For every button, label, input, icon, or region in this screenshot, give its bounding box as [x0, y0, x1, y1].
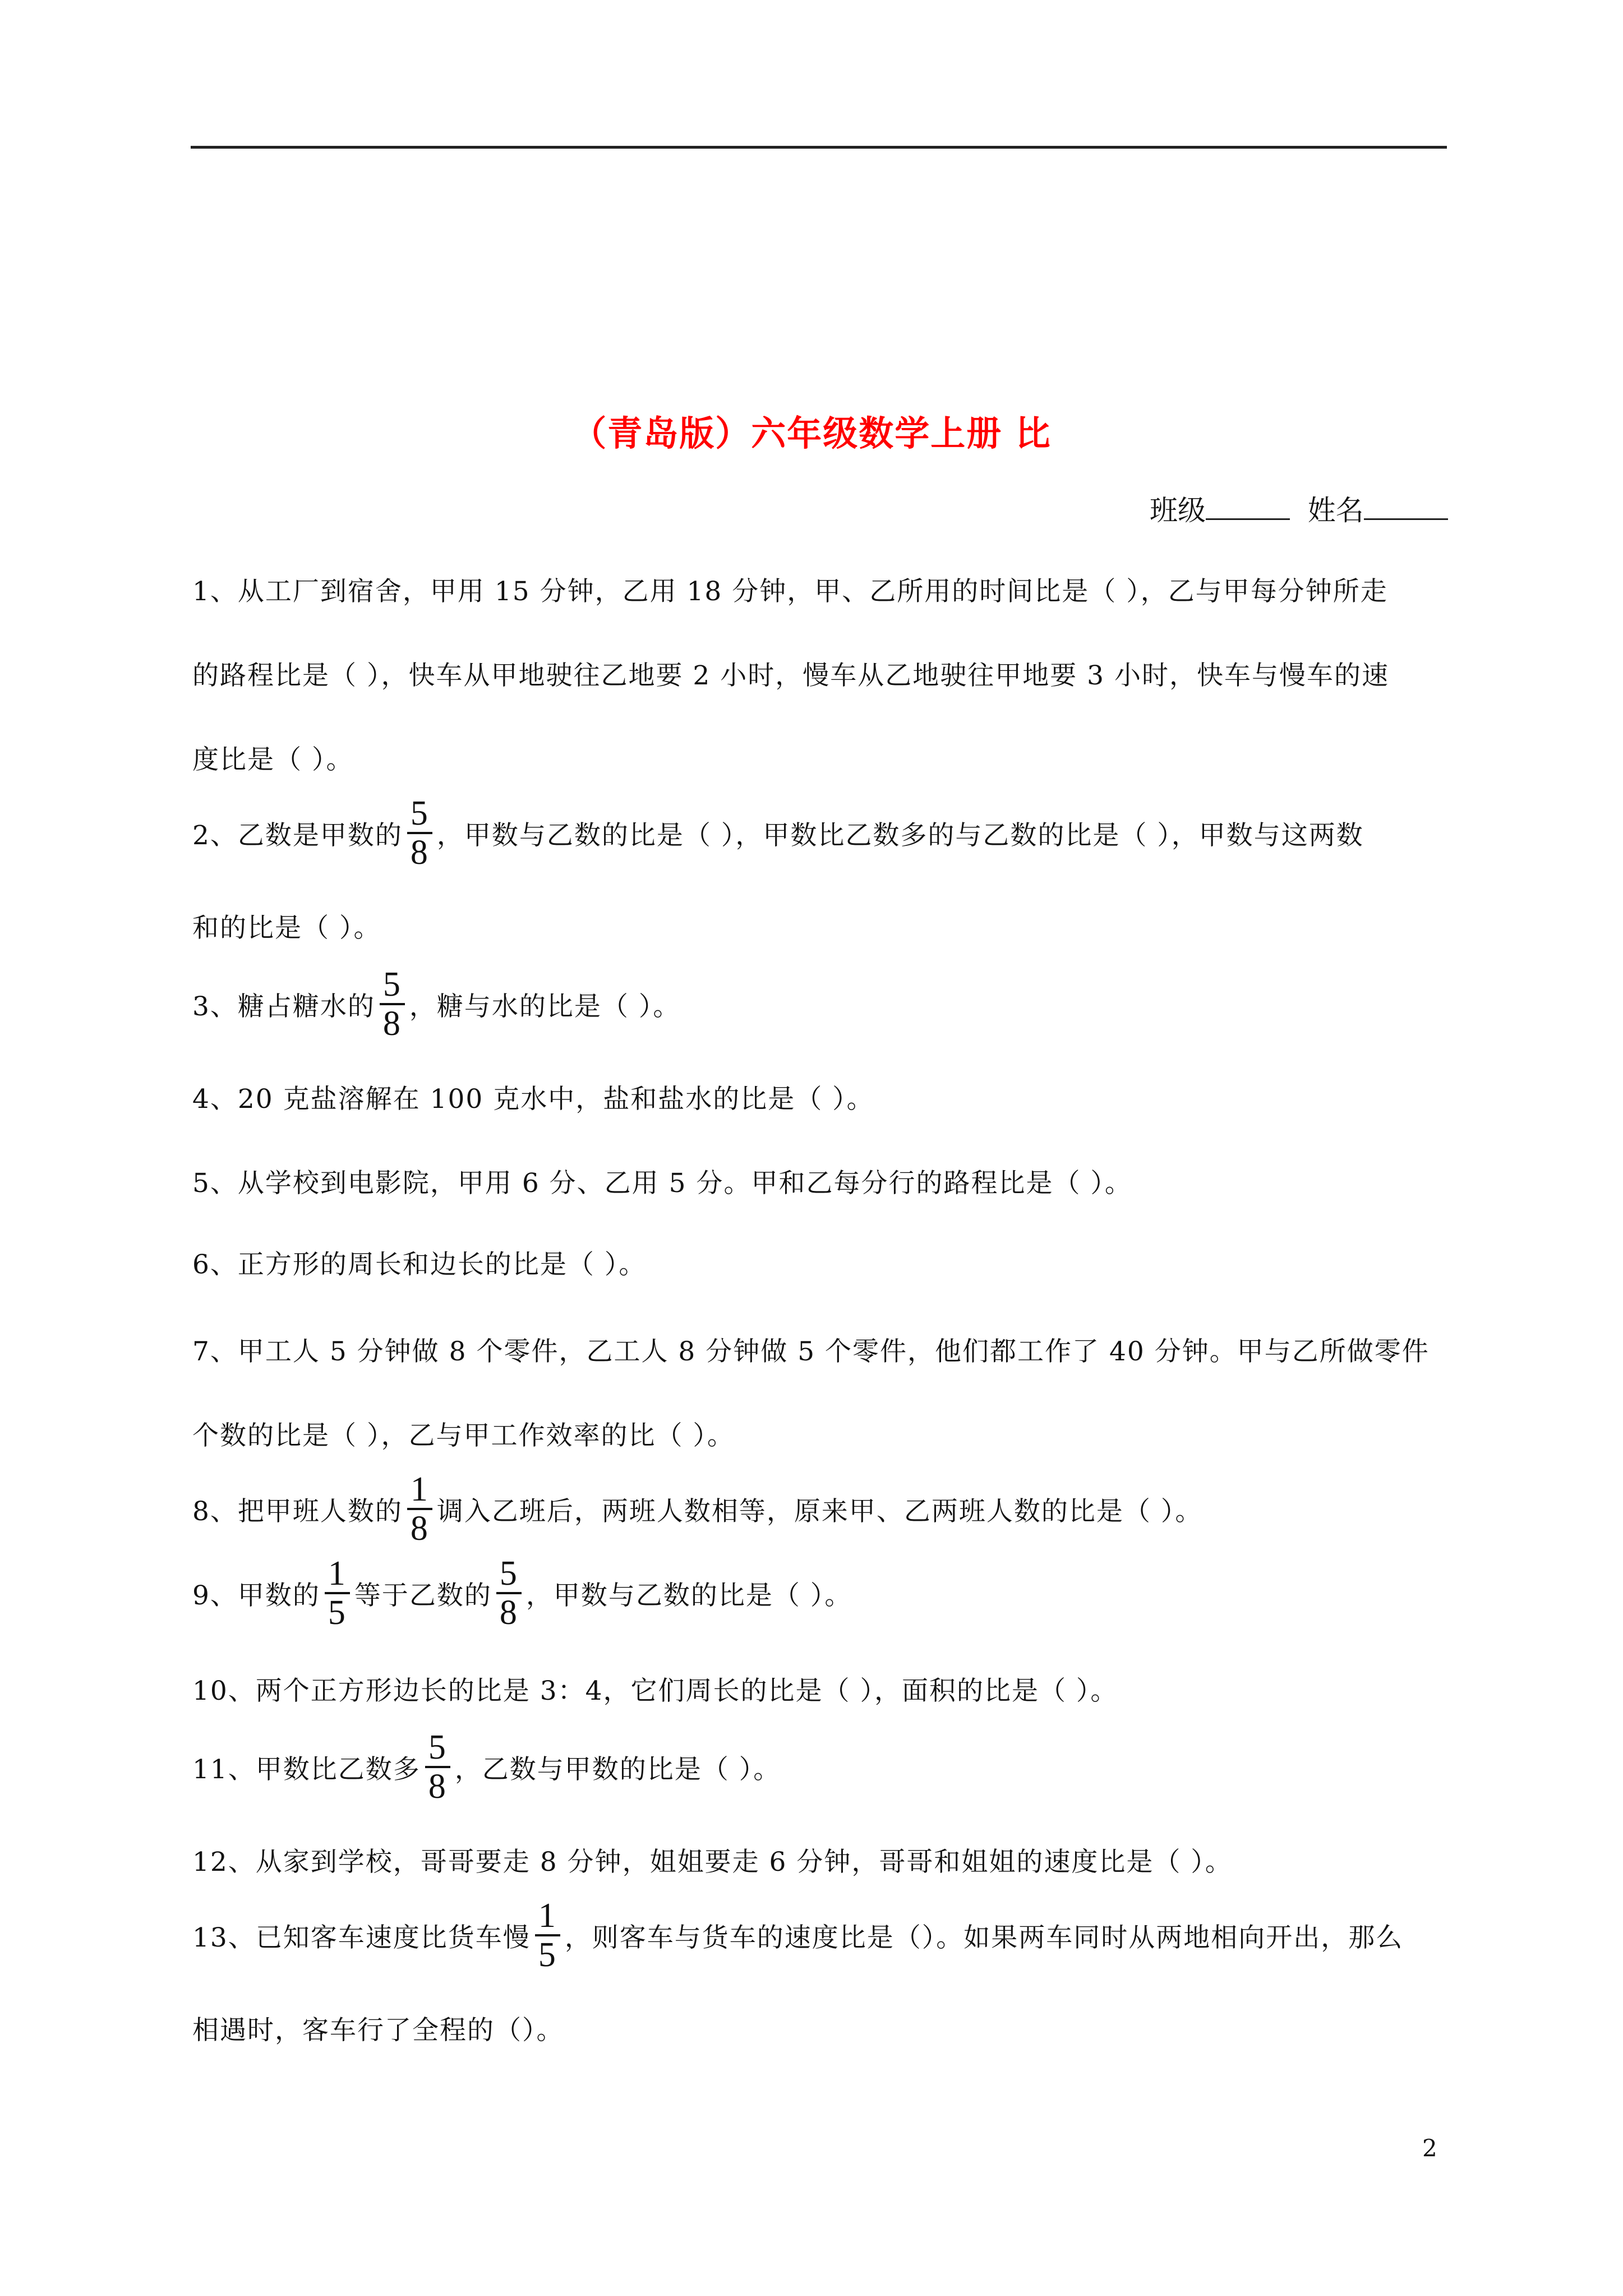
- question-2-text-before: 2、乙数是甲数的: [192, 820, 403, 851]
- fraction-denominator: 5: [538, 1936, 557, 1974]
- name-blank: [1364, 493, 1448, 520]
- header-rule: [191, 146, 1447, 149]
- fraction-numerator: 5: [425, 1729, 450, 1768]
- fraction-denominator: 8: [382, 1005, 402, 1043]
- question-8-text-after: 调入乙班后，两班人数相等，原来甲、乙两班人数的比是（ ）。: [436, 1496, 1203, 1527]
- fraction-numerator: 1: [325, 1555, 350, 1594]
- question-2-line-1: [192, 794, 1364, 872]
- question-8: [192, 1470, 1203, 1548]
- fraction: [380, 966, 405, 1042]
- question-10: 10、两个正方形边长的比是 3：4，它们周长的比是（ ），面积的比是（ ）。: [192, 1675, 1118, 1706]
- page-title: （青岛版）六年级数学上册 比: [571, 413, 1052, 454]
- question-11-text-before: 11、甲数比乙数多: [192, 1754, 421, 1785]
- page-number: 2: [1422, 2134, 1437, 2162]
- question-3-text-before: 3、糖占糖水的: [192, 991, 375, 1022]
- question-3: [192, 965, 681, 1043]
- question-4: 4、20 克盐溶解在 100 克水中，盐和盐水的比是（ ）。: [192, 1083, 874, 1115]
- question-5: 5、从学校到电影院，甲用 6 分、乙用 5 分。甲和乙每分行的路程比是（ ）。: [192, 1167, 1132, 1199]
- question-13-line-1: [192, 1897, 1404, 1974]
- class-name-fields: [1150, 488, 1448, 533]
- fraction-numerator: 5: [496, 1555, 522, 1594]
- question-8-text-before: 8、把甲班人数的: [192, 1496, 403, 1527]
- question-9-text-before: 9、甲数的: [192, 1580, 320, 1611]
- fraction-denominator: 8: [410, 1510, 429, 1548]
- question-12: 12、从家到学校，哥哥要走 8 分钟，姐姐要走 6 分钟，哥哥和姐姐的速度比是（ ）。: [192, 1846, 1233, 1878]
- fraction: [407, 1471, 432, 1547]
- question-1-line-1: 1、从工厂到宿舍，甲用 15 分钟，乙用 18 分钟，甲、乙所用的时间比是（ ），乙与甲每分钟所走: [192, 576, 1388, 607]
- fraction: [496, 1555, 522, 1631]
- class-label: 班级: [1150, 494, 1206, 527]
- name-label: 姓名: [1307, 494, 1364, 527]
- class-blank: [1206, 493, 1290, 520]
- question-13-text-after: ，则客车与货车的速度比是（）。如果两车同时从两地相向开出，那么: [564, 1922, 1404, 1953]
- question-7-line-1: 7、甲工人 5 分钟做 8 个零件，乙工人 8 分钟做 5 个零件，他们都工作了 40 分钟。甲与乙所做零件: [192, 1336, 1430, 1367]
- question-9: [192, 1554, 852, 1632]
- question-7-line-2: 个数的比是（ ），乙与甲工作效率的比（ ）。: [192, 1420, 735, 1451]
- question-9-text-after: ，甲数与乙数的比是（ ）。: [525, 1580, 852, 1611]
- question-9-text-middle: 等于乙数的: [354, 1580, 492, 1611]
- question-13-line-2: 相遇时，客车行了全程的（）。: [192, 2014, 564, 2046]
- fraction: [425, 1729, 450, 1805]
- fraction-denominator: 8: [499, 1594, 518, 1632]
- question-1-line-3: 度比是（ ）。: [192, 744, 354, 775]
- question-2-line-2: 和的比是（ ）。: [192, 912, 381, 944]
- fraction-denominator: 8: [410, 834, 429, 872]
- question-3-text-after: ，糖与水的比是（ ）。: [409, 991, 681, 1022]
- fraction-denominator: 5: [328, 1594, 347, 1632]
- fraction-numerator: 1: [407, 1471, 432, 1510]
- question-6: 6、正方形的周长和边长的比是（ ）。: [192, 1249, 647, 1280]
- fraction: [325, 1555, 350, 1631]
- fraction-numerator: 5: [380, 966, 405, 1005]
- question-2-text-after: ，甲数与乙数的比是（ ），甲数比乙数多的与乙数的比是（ ），甲数与这两数: [436, 820, 1364, 851]
- question-11: [192, 1728, 781, 1806]
- fraction: [535, 1897, 560, 1973]
- fraction-denominator: 8: [428, 1768, 447, 1806]
- fraction-numerator: 1: [535, 1897, 560, 1936]
- question-11-text-after: ，乙数与甲数的比是（ ）。: [454, 1754, 781, 1785]
- question-13-text-before: 13、已知客车速度比货车慢: [192, 1922, 531, 1953]
- fraction-numerator: 5: [407, 795, 432, 834]
- question-1-line-2: 的路程比是（ ），快车从甲地驶往乙地要 2 小时，慢车从乙地驶往甲地要 3 小时，快车与慢车的速: [192, 660, 1390, 691]
- fraction: [407, 795, 432, 871]
